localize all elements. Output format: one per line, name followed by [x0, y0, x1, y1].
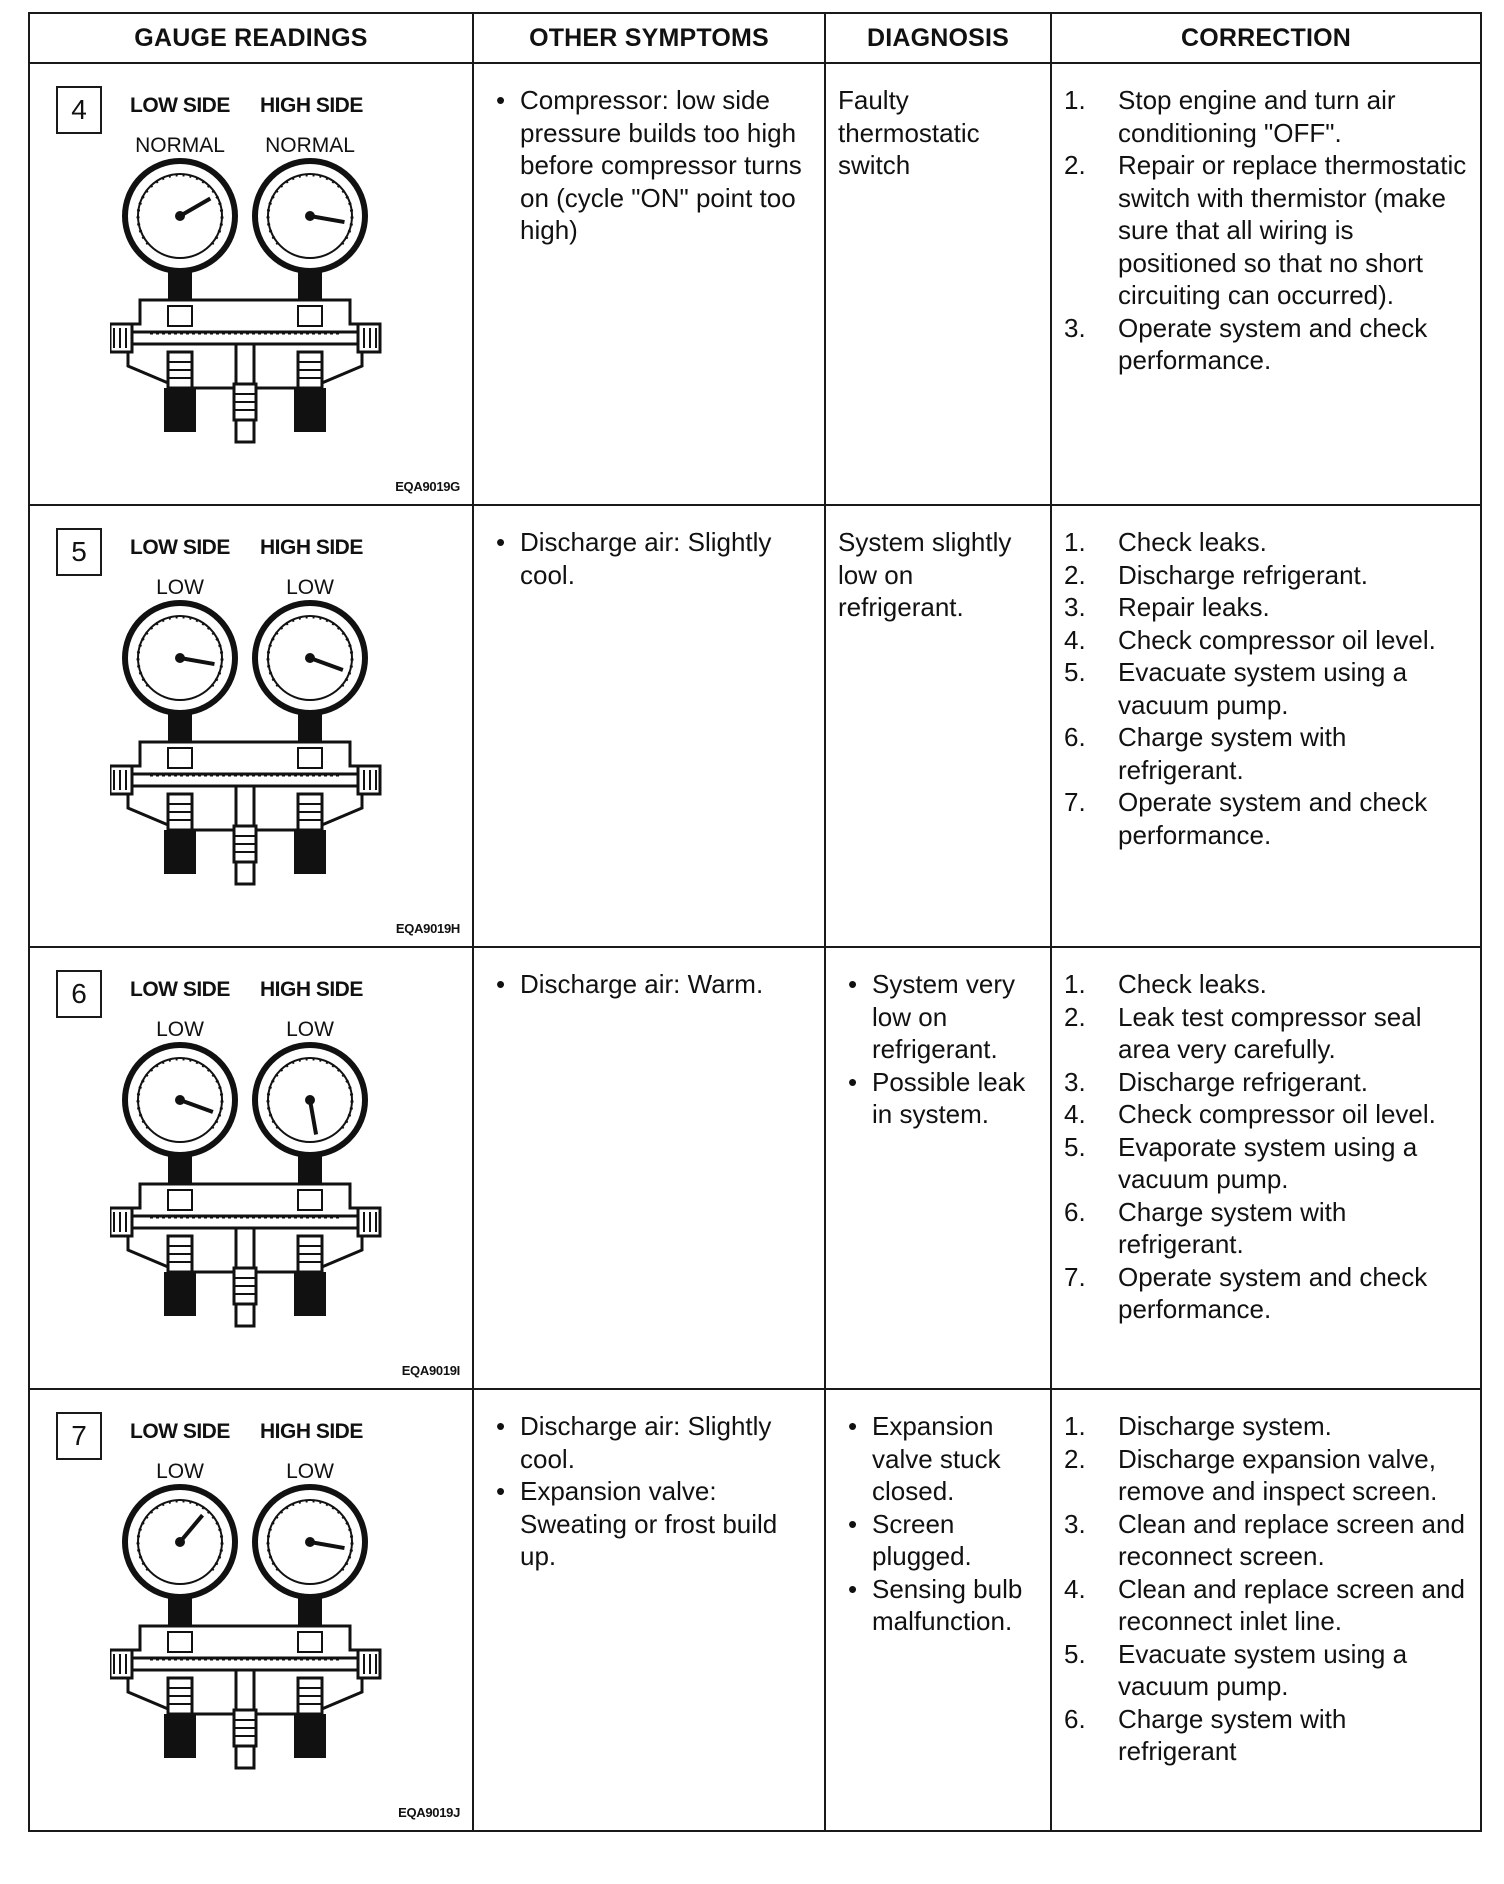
step-text: Discharge system. — [1118, 1411, 1332, 1441]
step-number: 4. — [1064, 1573, 1086, 1604]
step-text: Evacuate system using a vacuum pump. — [1118, 657, 1408, 720]
header-other-symptoms: OTHER SYMPTOMS — [473, 13, 825, 63]
low-side-label: LOW SIDE — [130, 1420, 230, 1443]
symptom-item: • Compressor: low side pressure builds too high before compressor turns on (cycle "ON" point too high) — [490, 84, 816, 247]
other-symptoms-cell — [473, 505, 825, 947]
low-side-label: LOW SIDE — [130, 978, 230, 1001]
gauge-readings-cell — [29, 947, 473, 1389]
step-number: 3. — [1064, 1508, 1086, 1539]
diagnosis-item: • System very low on refrigerant. — [842, 968, 1042, 1066]
step-number: 6. — [1064, 1703, 1086, 1734]
correction-step — [1064, 559, 1472, 592]
step-text: Charge system with refrigerant. — [1118, 722, 1347, 785]
step-text: Operate system and check performance. — [1118, 312, 1428, 375]
table-row — [29, 63, 1481, 505]
diagnosis-cell — [825, 947, 1051, 1389]
header-correction: CORRECTION — [1051, 13, 1481, 63]
high-side-gauge — [255, 603, 365, 713]
symptom-item: • Discharge air: Slightly cool. — [490, 1410, 816, 1475]
case-number: 6 — [56, 970, 102, 1018]
low-side-reading: LOW — [156, 1460, 204, 1483]
correction-step — [1064, 526, 1472, 559]
diagnosis-item: • Possible leak in system. — [842, 1066, 1042, 1131]
figure-code: EQA9019G — [395, 479, 460, 494]
correction-step — [1064, 591, 1472, 624]
step-text: Clean and replace screen and reconnect inlet line. — [1118, 1573, 1465, 1636]
table-header-row — [29, 13, 1481, 63]
gauge-manifold-illustration — [110, 1482, 410, 1812]
correction-step — [1064, 1131, 1472, 1196]
correction-step — [1064, 968, 1472, 1001]
low-side-gauge — [125, 603, 235, 713]
correction-step — [1064, 1098, 1472, 1131]
figure-code: EQA9019J — [398, 1805, 460, 1820]
step-number: 2. — [1064, 1443, 1086, 1474]
low-side-reading: NORMAL — [135, 134, 225, 157]
case-number: 7 — [56, 1412, 102, 1460]
correction-step — [1064, 312, 1472, 377]
manifold-body — [110, 1184, 380, 1272]
diagnosis-text: System slightly low on refrigerant. — [838, 527, 1012, 622]
correction-step — [1064, 1638, 1472, 1703]
correction-step — [1064, 84, 1472, 149]
step-number: 6. — [1064, 722, 1086, 752]
correction-cell — [1051, 505, 1481, 947]
correction-step — [1064, 1508, 1472, 1573]
step-number: 3. — [1064, 312, 1086, 343]
other-symptoms-cell — [473, 947, 825, 1389]
correction-step — [1064, 1573, 1472, 1638]
high-side-reading: NORMAL — [265, 134, 355, 157]
gauge-manifold-illustration — [110, 1040, 410, 1370]
high-side-label: HIGH SIDE — [260, 94, 363, 117]
step-text: Discharge refrigerant. — [1118, 559, 1368, 590]
figure-code: EQA9019H — [395, 921, 460, 936]
step-text: Check leaks. — [1118, 527, 1267, 557]
step-text: Check leaks. — [1118, 969, 1267, 999]
other-symptoms-cell — [473, 1389, 825, 1831]
correction-step — [1064, 1001, 1472, 1066]
diagnosis-item: • Screen plugged. — [842, 1508, 1042, 1573]
manifold-body — [110, 742, 380, 830]
step-number: 3. — [1064, 592, 1086, 622]
case-number: 4 — [56, 86, 102, 134]
header-gauge-readings: GAUGE READINGS — [29, 13, 473, 63]
low-side-reading: LOW — [156, 1018, 204, 1041]
symptom-item: • Discharge air: Warm. — [490, 968, 816, 1001]
step-number: 5. — [1064, 1131, 1086, 1162]
correction-step — [1064, 656, 1472, 721]
manifold-body — [110, 1626, 380, 1714]
correction-step — [1064, 149, 1472, 312]
low-side-gauge — [125, 161, 235, 271]
table-row — [29, 1389, 1481, 1831]
step-text: Check compressor oil level. — [1118, 624, 1436, 655]
diagnosis-cell — [825, 63, 1051, 505]
diagnosis-cell — [825, 1389, 1051, 1831]
correction-step — [1064, 1066, 1472, 1099]
other-symptoms-cell — [473, 63, 825, 505]
step-number: 1. — [1064, 527, 1086, 557]
gauge-readings-cell — [29, 1389, 473, 1831]
step-text: Charge system with refrigerant. — [1118, 1196, 1347, 1259]
step-number: 3. — [1064, 1066, 1086, 1097]
manifold-body — [110, 300, 380, 388]
symptom-item: • Discharge air: Slightly cool. — [490, 526, 816, 591]
high-side-label: HIGH SIDE — [260, 978, 363, 1001]
step-text: Repair leaks. — [1118, 592, 1270, 622]
diagnosis-item: • Expansion valve stuck closed. — [842, 1410, 1042, 1508]
low-side-gauge — [125, 1045, 235, 1155]
step-text: Leak test compressor seal area very carefully. — [1118, 1001, 1422, 1064]
correction-step — [1064, 624, 1472, 657]
step-number: 4. — [1064, 1099, 1086, 1129]
figure-code: EQA9019I — [401, 1363, 460, 1378]
high-side-reading: LOW — [286, 1460, 334, 1483]
step-number: 5. — [1064, 657, 1086, 687]
step-text: Repair or replace thermostatic switch with thermistor (make sure that all wiring is positioned so that no short circuiting can occurred). — [1118, 150, 1467, 310]
diagnosis-item: • Sensing bulb malfunction. — [842, 1573, 1042, 1638]
step-number: 1. — [1064, 969, 1086, 999]
high-side-reading: LOW — [286, 576, 334, 599]
diagnosis-table — [28, 12, 1482, 1832]
step-text: Evaporate system using a vacuum pump. — [1118, 1131, 1418, 1194]
step-number: 2. — [1064, 150, 1086, 180]
low-side-gauge — [125, 1487, 235, 1597]
correction-cell — [1051, 947, 1481, 1389]
correction-cell — [1051, 1389, 1481, 1831]
table-row — [29, 947, 1481, 1389]
correction-step — [1064, 1196, 1472, 1261]
correction-step — [1064, 786, 1472, 851]
diagnosis-table-page — [28, 12, 1480, 1832]
gauge-manifold-illustration — [110, 598, 410, 928]
correction-step — [1064, 1703, 1472, 1768]
high-side-gauge — [255, 1045, 365, 1155]
high-side-gauge — [255, 161, 365, 271]
correction-step — [1064, 1443, 1472, 1508]
low-side-label: LOW SIDE — [130, 536, 230, 559]
step-text: Stop engine and turn air conditioning "OFF". — [1118, 85, 1396, 148]
step-number: 1. — [1064, 1411, 1086, 1441]
gauge-manifold-illustration — [110, 156, 410, 486]
correction-step — [1064, 1410, 1472, 1443]
step-number: 7. — [1064, 787, 1086, 817]
diagnosis-cell — [825, 505, 1051, 947]
low-side-label: LOW SIDE — [130, 94, 230, 117]
step-number: 2. — [1064, 1001, 1086, 1032]
gauge-readings-cell — [29, 505, 473, 947]
correction-step — [1064, 1261, 1472, 1326]
step-number: 6. — [1064, 1196, 1086, 1227]
step-text: Discharge refrigerant. — [1118, 1066, 1368, 1097]
step-number: 5. — [1064, 1638, 1086, 1669]
step-text: Evacuate system using a vacuum pump. — [1118, 1638, 1408, 1701]
step-number: 2. — [1064, 559, 1086, 590]
correction-cell — [1051, 63, 1481, 505]
step-text: Discharge expansion valve, remove and inspect screen. — [1118, 1443, 1438, 1506]
high-side-gauge — [255, 1487, 365, 1597]
correction-step — [1064, 721, 1472, 786]
step-text: Charge system with refrigerant — [1118, 1703, 1347, 1766]
high-side-label: HIGH SIDE — [260, 1420, 363, 1443]
high-side-label: HIGH SIDE — [260, 536, 363, 559]
header-diagnosis: DIAGNOSIS — [825, 13, 1051, 63]
step-number: 7. — [1064, 1261, 1086, 1292]
diagnosis-text: Faulty thermostatic switch — [838, 85, 980, 180]
step-text: Operate system and check performance. — [1118, 1261, 1428, 1324]
gauge-readings-cell — [29, 63, 473, 505]
table-row — [29, 505, 1481, 947]
symptom-item: • Expansion valve: Sweating or frost build up. — [490, 1475, 816, 1573]
step-text: Operate system and check performance. — [1118, 787, 1428, 850]
step-text: Clean and replace screen and reconnect screen. — [1118, 1508, 1465, 1571]
case-number: 5 — [56, 528, 102, 576]
high-side-reading: LOW — [286, 1018, 334, 1041]
step-text: Check compressor oil level. — [1118, 1099, 1436, 1129]
low-side-reading: LOW — [156, 576, 204, 599]
step-number: 1. — [1064, 85, 1086, 115]
step-number: 4. — [1064, 624, 1086, 655]
